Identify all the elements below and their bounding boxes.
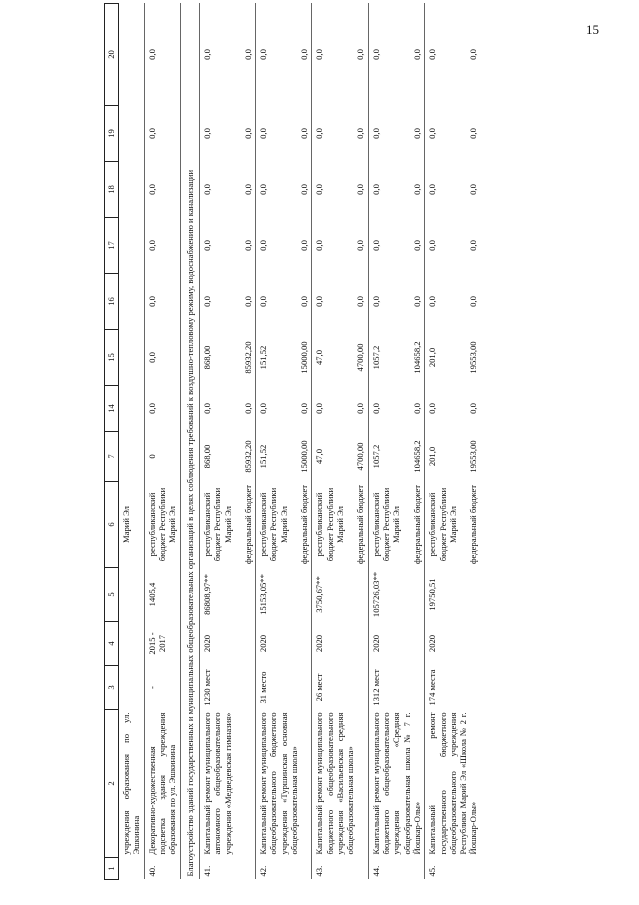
cell-value: 0,0 xyxy=(199,386,234,432)
row-number: 41. xyxy=(199,858,255,880)
cell-value: 0,0 xyxy=(144,274,180,330)
years: 2020 xyxy=(425,622,481,666)
cell-value: 85932,20 xyxy=(242,341,253,374)
cell-value: 868,00 xyxy=(199,330,234,386)
col-header: 1 xyxy=(105,858,119,880)
cell-value: 0,0 xyxy=(312,162,347,218)
funding-source-regional: республиканский бюджет Республики Марий Эл xyxy=(368,482,404,568)
col-header: 5 xyxy=(105,568,119,622)
cell-value: 0,0 xyxy=(256,4,291,106)
cell-value: 0,0 xyxy=(468,128,479,139)
cell-value: 0,0 xyxy=(355,184,366,195)
cell-value: 0,0 xyxy=(368,162,404,218)
cell-value: 0,0 xyxy=(199,274,234,330)
cell-value: 47,0 xyxy=(312,432,347,482)
cell-value: 1057,2 xyxy=(368,330,404,386)
funding-source-regional: республиканский бюджет Республики Марий Эл xyxy=(312,482,347,568)
cell-value: 0,0 xyxy=(256,274,291,330)
cell-value: 0,0 xyxy=(411,49,422,60)
cell-value: 0,0 xyxy=(144,330,180,386)
cell-value: 0,0 xyxy=(411,184,422,195)
cell-value: 0,0 xyxy=(468,240,479,251)
row-number: 43. xyxy=(312,858,368,880)
cell-value: 0,0 xyxy=(355,403,366,414)
funding-source: Марий Эл xyxy=(121,506,131,543)
table-row xyxy=(312,4,347,880)
funding-source-regional: республиканский бюджет Республики Марий Эл xyxy=(425,482,461,568)
col-header: 16 xyxy=(105,274,119,330)
cell-value: 0,0 xyxy=(468,184,479,195)
cell-value: 201,0 xyxy=(425,432,461,482)
cost: 3750,67** xyxy=(312,568,368,622)
cell-value: 0,0 xyxy=(312,4,347,106)
years: 2020 xyxy=(368,622,425,666)
funding-source-regional: республиканский бюджет Республики Марий Эл xyxy=(256,482,291,568)
table-row xyxy=(199,4,234,880)
cell-value: 0,0 xyxy=(411,240,422,251)
cell-value: 85932,20 xyxy=(242,440,253,473)
cell-value: 0,0 xyxy=(425,386,461,432)
cost: 1405,4 xyxy=(144,568,180,622)
cost: 15153,05** xyxy=(256,568,312,622)
col-header: 17 xyxy=(105,218,119,274)
cell-value: 0,0 xyxy=(256,218,291,274)
cell-value: 0,0 xyxy=(242,296,253,307)
cell-value: 0,0 xyxy=(355,49,366,60)
funding-source: республиканский бюджет Республики Марий Эл xyxy=(144,482,180,568)
places: 31 место xyxy=(256,666,312,710)
cell-value: 0,0 xyxy=(299,128,310,139)
cell-value: 47,0 xyxy=(312,330,347,386)
cell-value: 0,0 xyxy=(144,106,180,162)
table-row xyxy=(368,4,404,880)
col-header: 7 xyxy=(105,432,119,482)
cell-value: 4700,00 xyxy=(355,442,366,471)
table-row xyxy=(144,4,180,880)
col-header: 14 xyxy=(105,386,119,432)
col-header: 19 xyxy=(105,106,119,162)
years: 2020 xyxy=(312,622,368,666)
cell-value: 0,0 xyxy=(468,296,479,307)
cell-value: 19553,00 xyxy=(468,341,479,374)
col-header: 18 xyxy=(105,162,119,218)
cell-value: 0,0 xyxy=(355,296,366,307)
cost: 86808,97** xyxy=(199,568,255,622)
cell-value: 0,0 xyxy=(468,49,479,60)
table-row xyxy=(425,4,461,880)
cell-value: 0,0 xyxy=(144,162,180,218)
col-header: 3 xyxy=(105,666,119,710)
cost: 19750,51 xyxy=(425,568,481,622)
cell-value: 0,0 xyxy=(355,240,366,251)
cell-value: 868,00 xyxy=(199,432,234,482)
cell-value: 0,0 xyxy=(411,128,422,139)
row-number: 45. xyxy=(425,858,481,880)
funding-source-federal: федеральный бюджет xyxy=(355,484,366,565)
funding-source-federal: федеральный бюджет xyxy=(411,484,422,565)
col-header: 2 xyxy=(105,710,119,858)
page-number: 15 xyxy=(586,22,599,37)
cell-value: 0,0 xyxy=(425,274,461,330)
funding-source-federal: федеральный бюджет xyxy=(299,484,310,565)
item-name: учреждения образования по ул. Эшкинина xyxy=(121,712,142,855)
cell-value: 0,0 xyxy=(425,218,461,274)
item-name: Капитальный ремонт муниципального автономного общеобразовательного учреждения «Медведевская гимназия» xyxy=(199,710,255,858)
item-name: Капитальный ремонт муниципального общеобразовательного бюджетного учреждения «Туршинская основная общеобразовательная школа» xyxy=(256,710,312,858)
cell-value: 0,0 xyxy=(312,386,347,432)
cell-value: 0,0 xyxy=(242,49,253,60)
places: - xyxy=(144,666,180,710)
col-header: 4 xyxy=(105,622,119,666)
table-row xyxy=(256,4,291,880)
cell-value: 0,0 xyxy=(312,218,347,274)
funding-source-regional: республиканский бюджет Республики Марий Эл xyxy=(199,482,234,568)
cell-value: 0,0 xyxy=(242,128,253,139)
cell-value: 0,0 xyxy=(256,162,291,218)
cell-value: 15000,00 xyxy=(299,440,310,473)
cell-value: 0,0 xyxy=(199,218,234,274)
cell-value: 0,0 xyxy=(199,4,234,106)
cell-value: 0,0 xyxy=(425,4,461,106)
cell-value: 104658,2 xyxy=(411,440,422,473)
cell-value: 0,0 xyxy=(312,274,347,330)
cell-value: 0,0 xyxy=(368,386,404,432)
col-header: 6 xyxy=(105,482,119,568)
program-table xyxy=(104,3,481,880)
cell-value: 0,0 xyxy=(299,296,310,307)
cell-value: 0,0 xyxy=(242,240,253,251)
cell-value: 0,0 xyxy=(242,403,253,414)
cell-value: 0,0 xyxy=(256,106,291,162)
cost: 105726,03** xyxy=(368,568,425,622)
places: 174 места xyxy=(425,666,481,710)
row-number: 40. xyxy=(144,858,180,880)
cell-value: 0,0 xyxy=(299,49,310,60)
item-name: Декоративно-художественная подсветка здания учреждения образования по ул. Эшкинина xyxy=(144,710,180,858)
item-name: Капитальный ремонт муниципального бюджетного общеобразовательного учреждения «Средняя общеобразовательная школа № 7 г. Йошкар-Олы» xyxy=(368,710,425,858)
section-title: Благоустройство зданий государственных и муниципальных общеобразовательных организаций в целях соблюдения требований к воздушно-тепловому режиму, водоснабжению и канализации xyxy=(180,4,199,880)
cell-value: 0,0 xyxy=(411,296,422,307)
col-header: 20 xyxy=(105,4,119,106)
cell-value: 151,52 xyxy=(256,432,291,482)
cell-value: 0,0 xyxy=(199,162,234,218)
cell-value: 0,0 xyxy=(299,240,310,251)
cell-value: 0,0 xyxy=(368,274,404,330)
col-header: 15 xyxy=(105,330,119,386)
cell-value: 15000,00 xyxy=(299,341,310,374)
cell-value: 0,0 xyxy=(355,128,366,139)
cell-value: 0,0 xyxy=(468,403,479,414)
funding-source-federal: федеральный бюджет xyxy=(468,484,479,565)
cell-value: 0,0 xyxy=(425,106,461,162)
places: 1312 мест xyxy=(368,666,425,710)
cell-value: 0,0 xyxy=(312,106,347,162)
item-name: Капитальный ремонт государственного бюджетного общеобразовательного учреждения Республики Марий Эл «Школа № 2 г. Йошкар-Олы» xyxy=(425,710,481,858)
cell-value: 0,0 xyxy=(299,184,310,195)
cell-value: 0,0 xyxy=(256,386,291,432)
years: 2020 xyxy=(256,622,312,666)
row-number: 44. xyxy=(368,858,425,880)
rotated-table-page xyxy=(104,48,619,880)
cell-value: 0,0 xyxy=(299,403,310,414)
cell-value: 4700,00 xyxy=(355,343,366,372)
cell-value: 104658,2 xyxy=(411,341,422,374)
column-header-row xyxy=(105,4,119,880)
cell-value: 0,0 xyxy=(242,184,253,195)
rows-body xyxy=(199,4,480,880)
cell-value: 151,52 xyxy=(256,330,291,386)
cell-value: 19553,00 xyxy=(468,440,479,473)
cell-value: 201,0 xyxy=(425,330,461,386)
cell-value: 0,0 xyxy=(144,4,180,106)
funding-source-federal: федеральный бюджет xyxy=(242,484,253,565)
places: 26 мест xyxy=(312,666,368,710)
section-row xyxy=(180,4,199,880)
cell-value: 0,0 xyxy=(368,106,404,162)
cell-value: 0,0 xyxy=(144,218,180,274)
cell-value: 0,0 xyxy=(425,162,461,218)
cell-value: 0,0 xyxy=(368,4,404,106)
row-number: 42. xyxy=(256,858,312,880)
places: 1230 мест xyxy=(199,666,255,710)
cell-value: 0,0 xyxy=(199,106,234,162)
cell-value: 1057,2 xyxy=(368,432,404,482)
years: 2020 xyxy=(199,622,255,666)
cell-value: 0,0 xyxy=(368,218,404,274)
cell-value: 0,0 xyxy=(411,403,422,414)
item-name: Капитальный ремонт муниципального бюджетного общеобразовательного учреждения «Васильевская средняя общеобразовательная школа» xyxy=(312,710,368,858)
cell-value: 0,0 xyxy=(144,386,180,432)
continuation-row xyxy=(119,4,145,880)
years: 2015 - 2017 xyxy=(144,622,180,666)
cell-value: 0 xyxy=(144,432,180,482)
